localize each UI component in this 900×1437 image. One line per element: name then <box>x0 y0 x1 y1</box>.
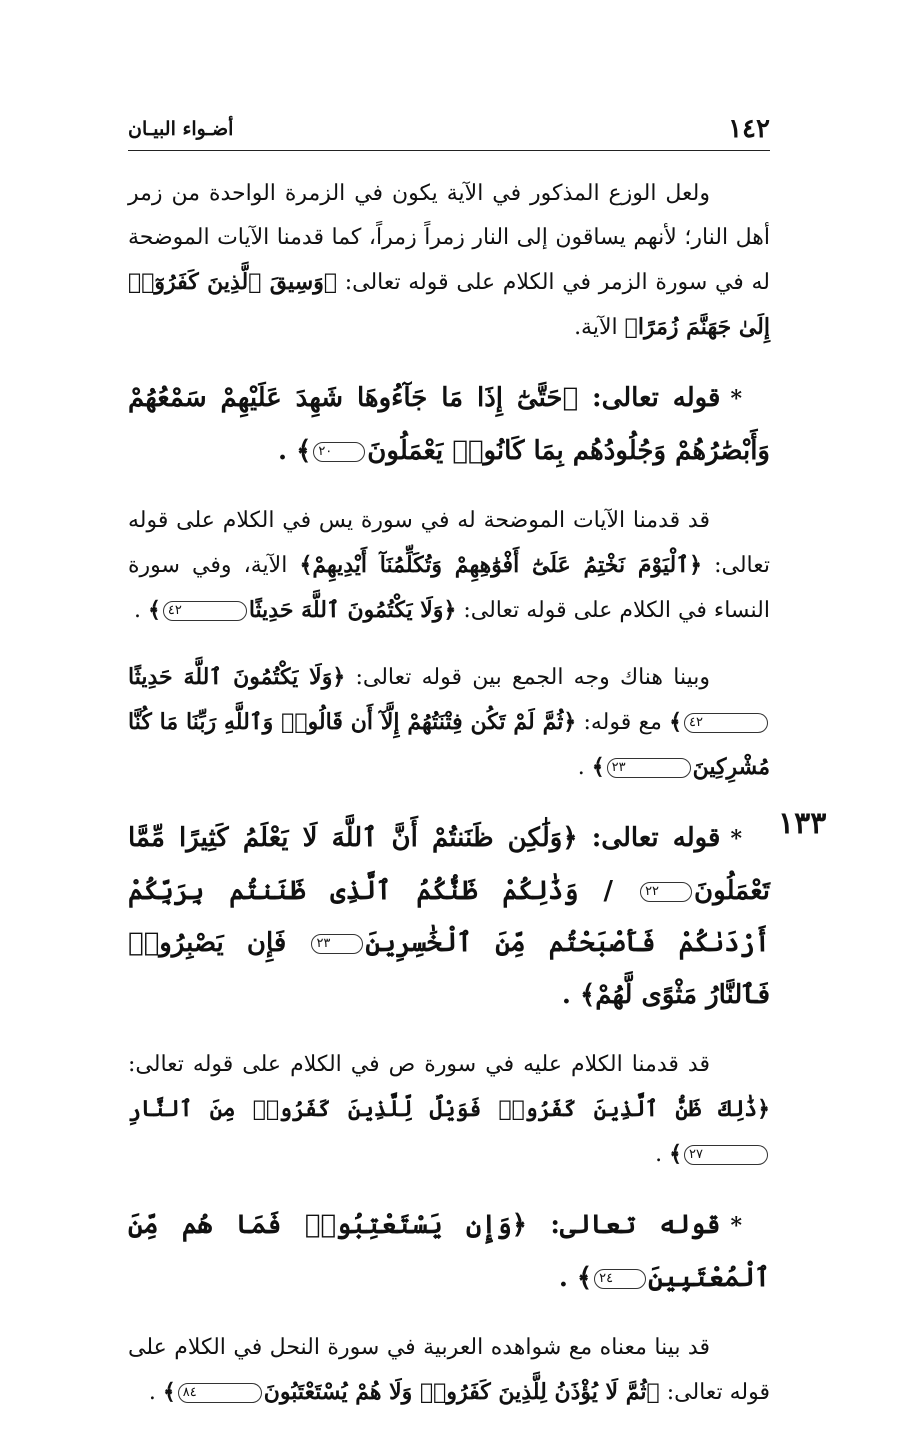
quran-verse: وَلَٰكِن ظَنَنتُمْ أَنَّ ٱللَّهَ لَا يَعْلَمُ كَثِيرًا مِّمَّا تَعْمَلُونَ <box>128 823 770 906</box>
ornate-bracket-open: ﴿ <box>443 597 457 623</box>
quran-verse: ثُمَّ لَمْ تَكُن فِتْنَتُهُمْ إِلَّآ أَن قَالُوا۟ وَٱللَّهِ رَبِّنَا مَا كُنَّا مُشْرِكِينَ <box>128 709 770 780</box>
paragraph-text: . <box>655 1142 670 1167</box>
ornate-bracket-open: ﴿ <box>511 1210 527 1240</box>
header-rule <box>128 150 770 151</box>
page-header <box>128 112 770 146</box>
ornate-bracket-close: ﴾ <box>296 436 312 466</box>
asterisk-icon: * <box>730 1213 743 1239</box>
ornate-bracket-open: ﴿ <box>689 552 702 578</box>
ornate-bracket-open: ﴿ <box>757 1096 770 1122</box>
paragraph-text: . <box>277 436 297 466</box>
ayah-number: ٢٧ <box>684 1145 768 1165</box>
heading-label: قوله تعالى: <box>577 823 721 853</box>
quran-verse: فَإِن يَصْبِرُوا۟ فَٱلنَّارُ مَثْوًى لَّهُمْ <box>128 928 770 1010</box>
paragraph-text: . <box>558 1263 577 1293</box>
quran-verse: وَسِيقَ ٱلَّذِينَ كَفَرُوٓا۟ إِلَىٰ جَهَنَّمَ زُمَرًا <box>128 269 770 340</box>
margin-page-number: ١٣٣ <box>778 806 827 841</box>
ornate-bracket-close: ﴾ <box>669 709 683 735</box>
ornate-bracket-close: ﴾ <box>591 754 605 780</box>
asterisk-icon: * <box>730 386 742 412</box>
ayah-number: ٢٣ <box>311 934 363 954</box>
paragraph-text: مع قوله: <box>576 710 670 735</box>
asterisk-icon: * <box>730 826 742 852</box>
ornate-bracket-close: ﴾ <box>576 1263 593 1293</box>
ornate-bracket-open: ﴿ <box>563 709 577 735</box>
quran-verse: ذَٰلِكَ ظَنُّ ٱلَّذِينَ كَفَرُوا۟ فَوَيْلٌ لِّلَّذِينَ كَفَرُوا۟ مِنَ ٱلنَّارِ <box>128 1096 758 1122</box>
ayah-number: ٤٢ <box>684 713 768 733</box>
verse-separator: / <box>578 876 639 906</box>
ornate-bracket-open: ﴿ <box>332 664 346 690</box>
section-heading <box>128 372 770 477</box>
ornate-bracket-close: ﴾ <box>299 552 313 578</box>
ayah-number: ٢٣ <box>607 758 691 778</box>
quran-verse: ٱلْيَوْمَ نَخْتِمُ عَلَىٰٓ أَفْوَٰهِهِمْ وَتُكَلِّمُنَآ أَيْدِيهِمْ <box>312 552 690 578</box>
paragraph-text: . <box>561 980 580 1010</box>
paragraph-text: . <box>148 1380 163 1405</box>
paragraph-text: الآية. <box>574 315 625 340</box>
page-number: ١٤٢ <box>728 114 770 144</box>
paragraph-text: . <box>133 598 148 623</box>
ornate-bracket-close: ﴾ <box>669 1141 683 1167</box>
ornate-bracket-close: ﴾ <box>147 597 161 623</box>
ornate-bracket-open: ﴿ <box>562 383 579 413</box>
ornate-bracket-close: ﴾ <box>579 980 596 1010</box>
section-heading <box>128 812 770 1021</box>
paragraph <box>128 499 770 633</box>
paragraph-text: قد بينا معناه مع شواهده العربية في سورة النحل في الكلام على قوله تعالى: <box>128 1335 770 1405</box>
ornate-bracket-open: ﴿ <box>323 269 338 295</box>
quran-verse: حَتَّىٰٓ إِذَا مَا جَآءُوهَا شَهِدَ عَلَيْهِمْ سَمْعُهُمْ وَأَبْصَٰرُهُمْ وَجُلُودُهُم بِمَا كَانُوا۟ يَعْمَلُونَ <box>128 383 770 466</box>
ayah-number: ٢٠ <box>313 442 365 462</box>
ayah-number: ٢٢ <box>640 882 692 902</box>
ornate-bracket-open: ﴿ <box>562 823 578 853</box>
quran-verse: وَإِن يَسْتَعْتِبُوا۟ فَمَا هُم مِّنَ ٱلْمُعْتَبِينَ <box>128 1210 770 1293</box>
ornate-bracket-close: ﴾ <box>162 1379 176 1405</box>
paragraph-text: وبينا هناك وجه الجمع بين قوله تعالى: <box>345 665 710 690</box>
heading-label: قوله تعالى: <box>527 1210 721 1240</box>
paragraph-text: الآية، وفي سورة النساء في الكلام على قوله تعالى: <box>128 553 770 623</box>
ayah-number: ٨٤ <box>178 1383 262 1403</box>
paragraph <box>128 655 770 790</box>
paragraph-text: ولعل الوزع المذكور في الآية يكون في الزمرة الواحدة من زمر أهل النار؛ لأنهم يساقون إلى النار زمراً زمراً، كما قدمنا الآيات الموضحة له في سورة الزمر في الكلام على قوله تعالى: <box>128 181 770 295</box>
quran-verse: ثُمَّ لَا يُؤْذَنُ لِلَّذِينَ كَفَرُوا۟ وَلَا هُمْ يُسْتَعْتَبُونَ <box>263 1379 647 1405</box>
paragraph-text: قد قدمنا الآيات الموضحة له في سورة يس في الكلام على قوله تعالى: <box>128 508 770 578</box>
quran-verse: وَذَٰلِكُمْ ظَنُّكُمُ ٱلَّذِى ظَنَنتُم بِرَبِّكُمْ أَرْدَىٰكُمْ فَأَصْبَحْتُم مِّنَ ٱلْخَٰسِرِينَ <box>128 876 770 958</box>
heading-label: قوله تعالى: <box>578 383 721 413</box>
paragraph <box>128 172 770 350</box>
paragraph <box>128 1043 770 1177</box>
book-title: أضـواء البيـان <box>128 118 234 140</box>
paragraph-text: . <box>577 755 592 780</box>
quran-verse: وَلَا يَكْتُمُونَ ٱللَّهَ حَدِيثًا <box>128 664 333 690</box>
document-body <box>128 172 770 1437</box>
ayah-number: ٢٤ <box>594 1269 646 1289</box>
quran-verse: وَلَا يَكْتُمُونَ ٱللَّهَ حَدِيثًا <box>248 597 444 623</box>
section-heading <box>128 1199 770 1304</box>
paragraph-text: قد قدمنا الكلام عليه في سورة ص في الكلام على قوله تعالى: <box>128 1052 710 1077</box>
ayah-number: ٤٢ <box>163 601 247 621</box>
ornate-bracket-close: ﴾ <box>624 314 638 340</box>
ornate-bracket-open: ﴿ <box>646 1379 660 1405</box>
paragraph <box>128 1326 770 1415</box>
